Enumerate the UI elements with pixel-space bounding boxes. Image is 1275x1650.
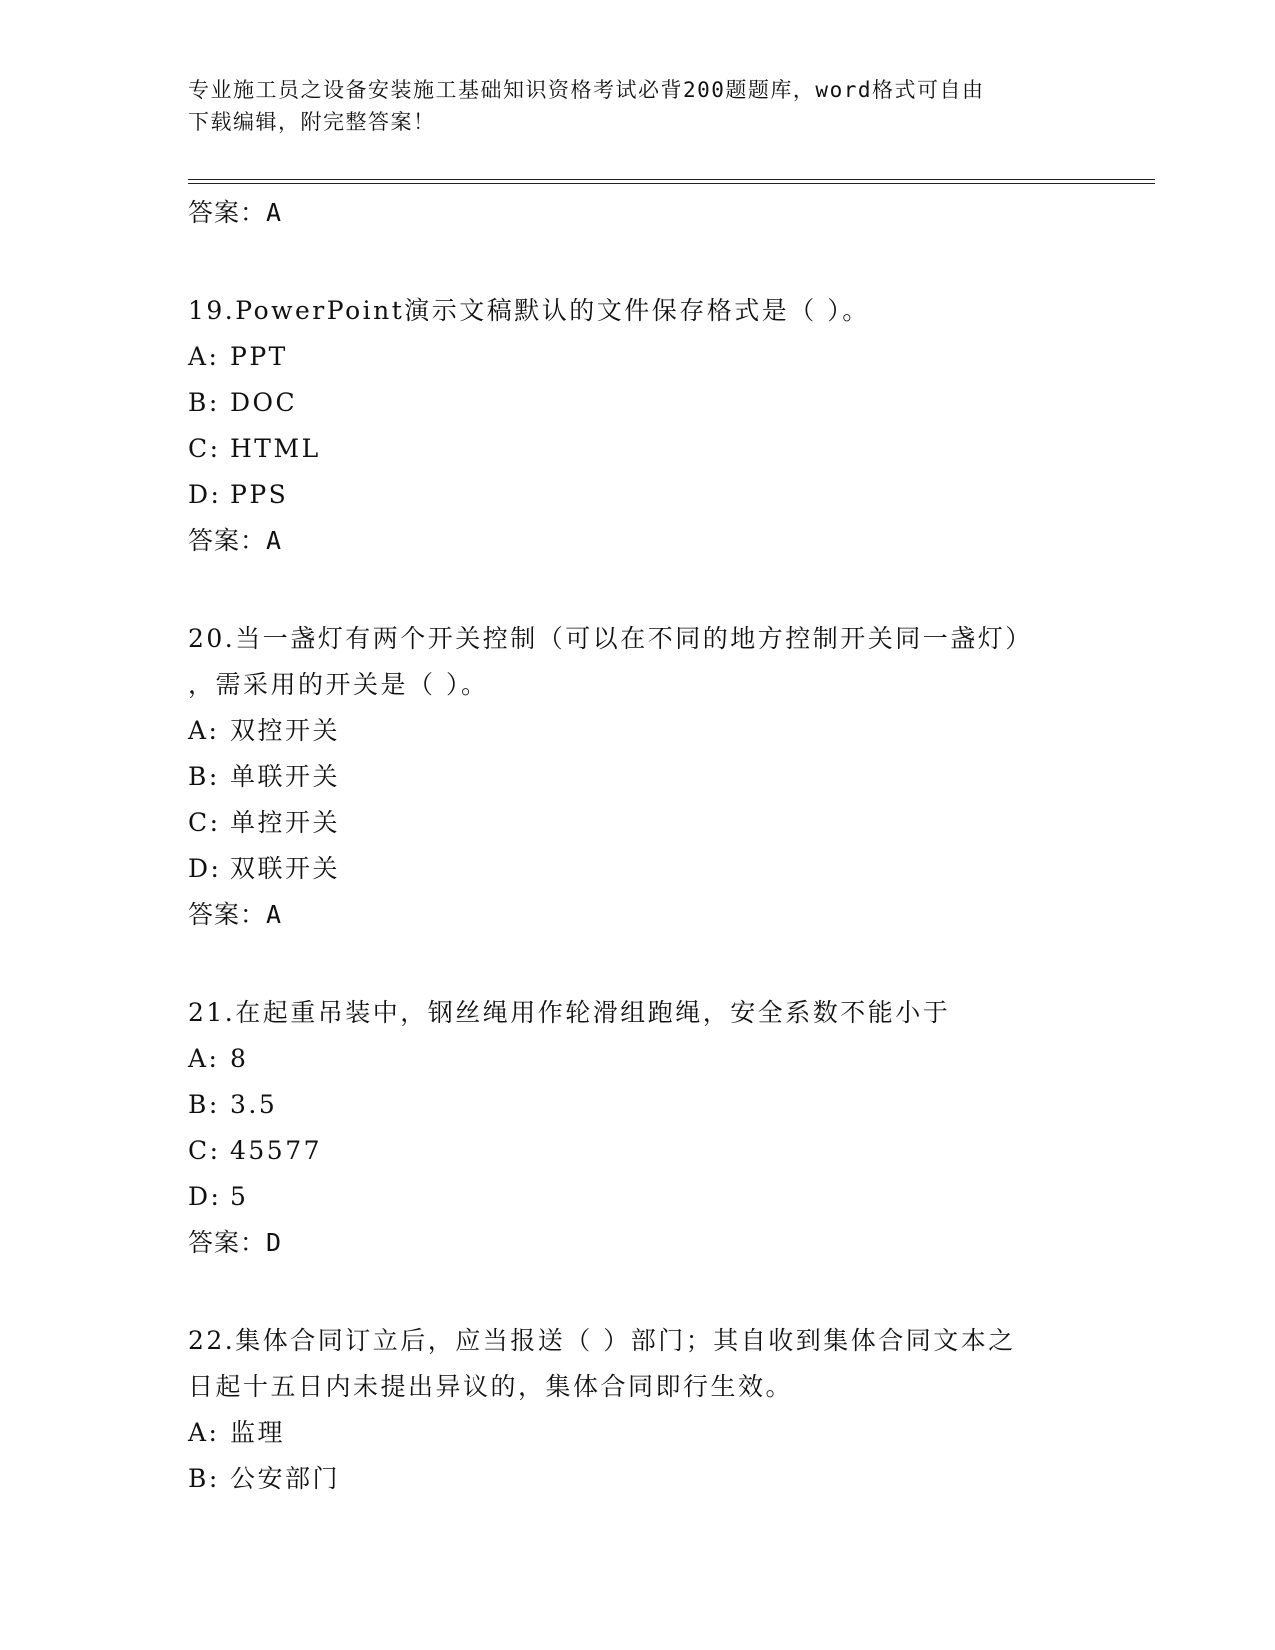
option-key: A:: [188, 1044, 220, 1073]
option-key: B:: [188, 388, 220, 417]
header-title-line1: 专业施工员之设备安装施工基础知识资格考试必背200题题库，word格式可自由: [188, 78, 985, 102]
option-a: [188, 708, 1088, 754]
question-list: [188, 190, 1088, 1502]
header-title-line2: 下载编辑，附完整答案！: [188, 110, 436, 134]
question-text-line2: 日起十五日内未提出异议的，集体合同即行生效。: [188, 1372, 794, 1401]
option-text: 双联开关: [230, 854, 341, 883]
option-text: 5: [230, 1182, 249, 1211]
option-key: A:: [188, 716, 220, 745]
option-text: 监理: [230, 1418, 286, 1447]
option-text: 3.5: [230, 1090, 278, 1119]
question-22: [188, 1318, 1088, 1502]
previous-answer: 答案：A: [188, 198, 283, 227]
option-key: D:: [188, 854, 222, 883]
option-key: D:: [188, 480, 222, 509]
answer: 答案：D: [188, 1228, 283, 1257]
option-c: [188, 800, 1088, 846]
question-19: [188, 288, 1088, 564]
option-b: [188, 1082, 1088, 1128]
question-text-line1: 22.集体合同订立后，应当报送（ ）部门；其自收到集体合同文本之: [188, 1326, 1016, 1355]
question-text: 19.PowerPoint演示文稿默认的文件保存格式是（ ）。: [188, 296, 870, 325]
option-key: B:: [188, 1090, 220, 1119]
option-d: [188, 1174, 1088, 1220]
option-key: A:: [188, 1418, 220, 1447]
spacer: [188, 1266, 1088, 1318]
option-key: C:: [188, 434, 221, 463]
header-divider-top: [188, 179, 1155, 180]
option-key: C:: [188, 1136, 221, 1165]
option-text: 单控开关: [230, 808, 341, 837]
question-text: 21.在起重吊装中，钢丝绳用作轮滑组跑绳，安全系数不能小于: [188, 998, 951, 1027]
spacer: [188, 564, 1088, 616]
option-text: 8: [230, 1044, 249, 1073]
header-divider-bottom: [188, 183, 1155, 184]
option-d: [188, 846, 1088, 892]
spacer: [188, 236, 1088, 288]
question-20: [188, 616, 1088, 938]
option-b: [188, 1456, 1088, 1502]
spacer: [188, 938, 1088, 990]
option-a: [188, 1036, 1088, 1082]
option-text: PPS: [230, 480, 289, 509]
option-b: [188, 754, 1088, 800]
option-key: B:: [188, 762, 220, 791]
answer: 答案：A: [188, 900, 283, 929]
option-d: [188, 472, 1088, 518]
option-text: 45577: [230, 1136, 323, 1165]
option-text: 单联开关: [230, 762, 341, 791]
option-key: B:: [188, 1464, 220, 1493]
option-text: HTML: [230, 434, 321, 463]
option-b: [188, 380, 1088, 426]
option-text: 双控开关: [230, 716, 341, 745]
question-text-line1: 20.当一盏灯有两个开关控制（可以在不同的地方控制开关同一盏灯）: [188, 624, 1033, 653]
option-text: PPT: [230, 342, 288, 371]
option-text: DOC: [230, 388, 298, 417]
question-text-line2: ，需采用的开关是（ ）。: [188, 670, 489, 699]
document-header: [188, 74, 1068, 138]
option-key: D:: [188, 1182, 222, 1211]
answer: 答案：A: [188, 526, 283, 555]
option-a: [188, 334, 1088, 380]
option-key: C:: [188, 808, 221, 837]
option-a: [188, 1410, 1088, 1456]
option-key: A:: [188, 342, 220, 371]
option-text: 公安部门: [230, 1464, 341, 1493]
option-c: [188, 426, 1088, 472]
option-c: [188, 1128, 1088, 1174]
question-21: [188, 990, 1088, 1266]
